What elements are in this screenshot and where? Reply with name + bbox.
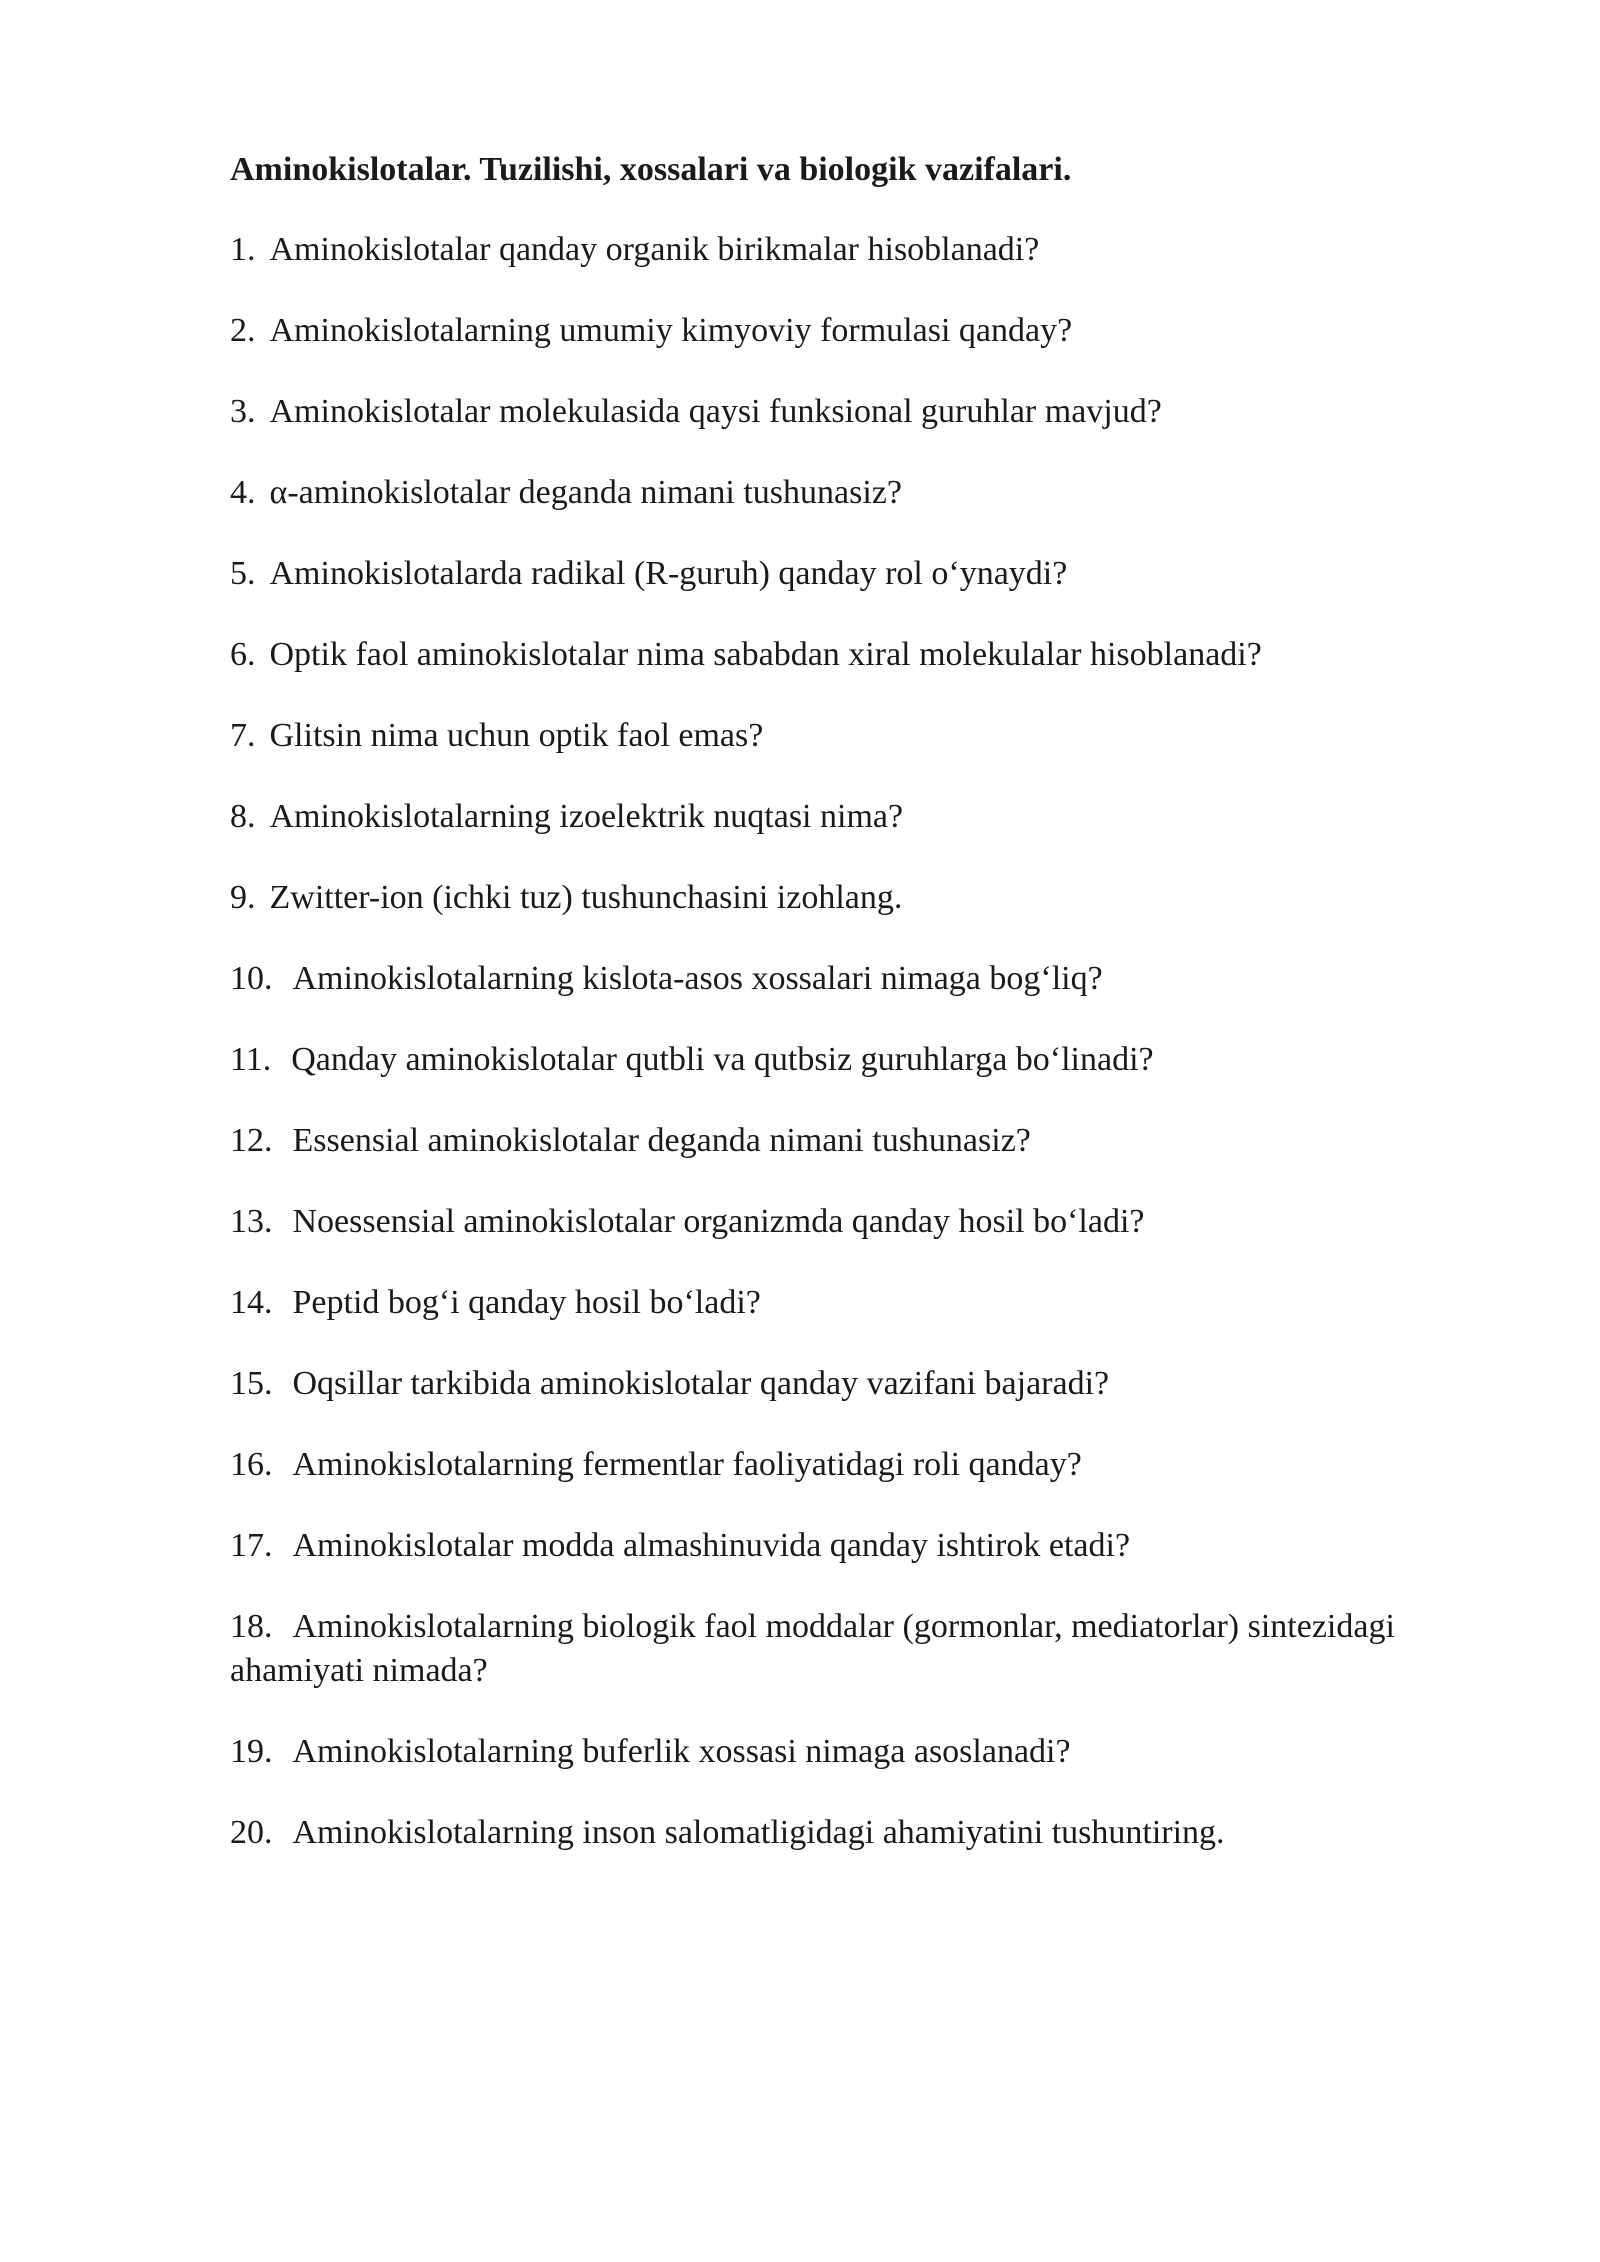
question-text: Optik faol aminokislotalar nima sababdan xiral molekulalar hisoblanadi?: [269, 636, 1262, 673]
question-number: 16.: [230, 1446, 273, 1483]
question-number: 6.: [230, 636, 256, 673]
question-text: Aminokislotalar modda almashinuvida qanday ishtirok etadi?: [292, 1527, 1131, 1564]
question-number: 13.: [230, 1203, 273, 1240]
question-item: [230, 228, 1410, 272]
question-number: 15.: [230, 1365, 273, 1402]
question-text: Zwitter-ion (ichki tuz) tushunchasini izohlang.: [269, 879, 903, 916]
question-number: 10.: [230, 960, 273, 997]
question-item: [230, 795, 1410, 839]
question-text: Aminokislotalarning biologik faol moddalar (gormonlar, mediatorlar) sintezidagi ahamiyati nimada?: [230, 1608, 1395, 1689]
question-text: Aminokislotalar molekulasida qaysi funksional guruhlar mavjud?: [269, 393, 1162, 430]
question-item: [230, 471, 1410, 515]
question-number: 8.: [230, 798, 256, 835]
question-item: [230, 1524, 1410, 1568]
question-text: Essensial aminokislotalar deganda nimani tushunasiz?: [292, 1122, 1031, 1159]
question-number: 20.: [230, 1814, 273, 1851]
document-page: [230, 150, 1410, 1892]
question-text: α-aminokislotalar deganda nimani tushunasiz?: [269, 474, 902, 511]
question-text: Peptid bogʻi qanday hosil boʻladi?: [292, 1284, 761, 1321]
question-item: [230, 309, 1410, 353]
question-item: [230, 957, 1410, 1001]
question-number: 9.: [230, 879, 256, 916]
question-number: 17.: [230, 1527, 273, 1564]
question-text: Aminokislotalarda radikal (R-guruh) qanday rol oʻynaydi?: [269, 555, 1068, 592]
question-number: 14.: [230, 1284, 273, 1321]
question-list: [230, 228, 1410, 1855]
question-number: 7.: [230, 717, 256, 754]
question-text: Aminokislotalarning kislota-asos xossalari nimaga bogʻliq?: [292, 960, 1103, 997]
question-number: 19.: [230, 1733, 273, 1770]
question-item: [230, 714, 1410, 758]
question-item: [230, 1362, 1410, 1406]
question-text: Oqsillar tarkibida aminokislotalar qanday vazifani bajaradi?: [292, 1365, 1110, 1402]
question-item: [230, 876, 1410, 920]
question-number: 4.: [230, 474, 256, 511]
question-text: Qanday aminokislotalar qutbli va qutbsiz guruhlarga boʻlinadi?: [291, 1041, 1154, 1078]
question-text: Aminokislotalarning inson salomatligidagi ahamiyatini tushuntiring.: [292, 1814, 1225, 1851]
question-item: [230, 1200, 1410, 1244]
question-item: [230, 1443, 1410, 1487]
question-item: [230, 1038, 1410, 1082]
question-item: [230, 390, 1410, 434]
question-item: [230, 1605, 1410, 1693]
question-number: 5.: [230, 555, 256, 592]
question-item: [230, 552, 1410, 596]
question-text: Glitsin nima uchun optik faol emas?: [269, 717, 764, 754]
question-number: 3.: [230, 393, 256, 430]
question-text: Aminokislotalar qanday organik birikmalar hisoblanadi?: [269, 231, 1040, 268]
question-number: 1.: [230, 231, 256, 268]
question-number: 18.: [230, 1608, 273, 1645]
question-number: 11.: [230, 1041, 272, 1078]
question-text: Noessensial aminokislotalar organizmda qanday hosil boʻladi?: [292, 1203, 1145, 1240]
question-item: [230, 1811, 1410, 1855]
question-number: 12.: [230, 1122, 273, 1159]
question-text: Aminokislotalarning umumiy kimyoviy formulasi qanday?: [269, 312, 1073, 349]
question-text: Aminokislotalarning izoelektrik nuqtasi nima?: [269, 798, 904, 835]
question-number: 2.: [230, 312, 256, 349]
question-item: [230, 1119, 1410, 1163]
question-text: Aminokislotalarning buferlik xossasi nimaga asoslanadi?: [292, 1733, 1071, 1770]
question-item: [230, 633, 1410, 677]
question-item: [230, 1730, 1410, 1774]
document-title: Aminokislotalar. Tuzilishi, xossalari va biologik vazifalari.: [230, 151, 1072, 188]
question-text: Aminokislotalarning fermentlar faoliyatidagi roli qanday?: [292, 1446, 1082, 1483]
question-item: [230, 1281, 1410, 1325]
